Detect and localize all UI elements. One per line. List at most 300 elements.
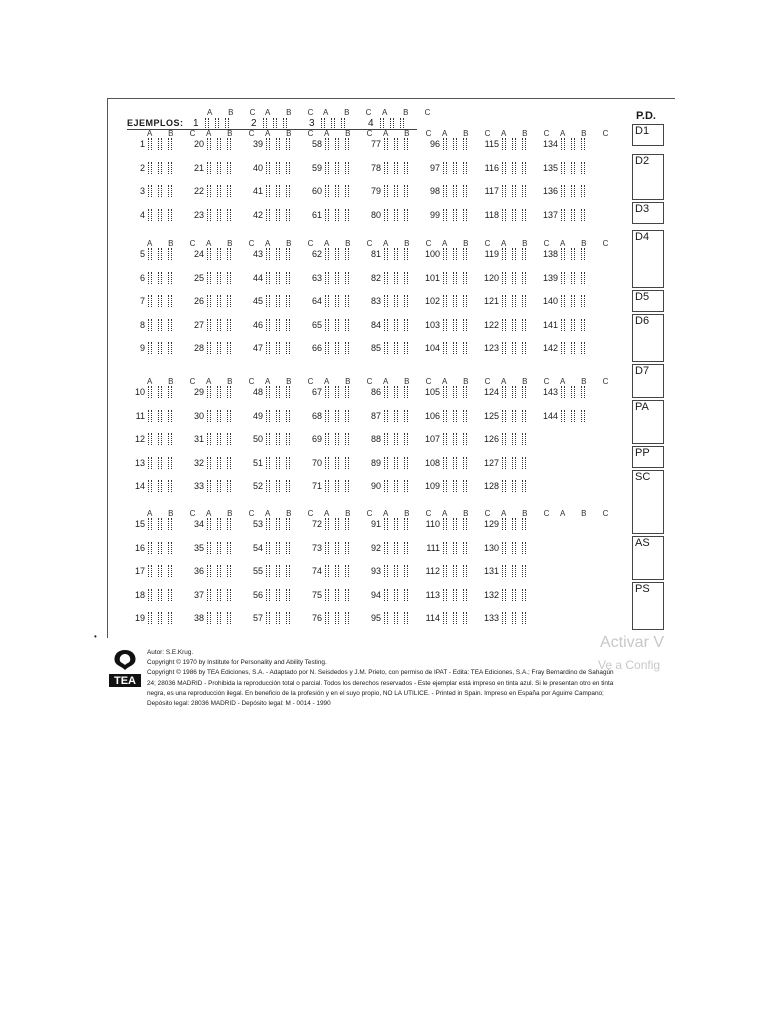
answer-bubble[interactable] bbox=[168, 138, 172, 150]
answer-bubbles[interactable] bbox=[325, 319, 355, 331]
answer-bubble[interactable] bbox=[335, 295, 339, 307]
answer-bubbles[interactable] bbox=[266, 185, 296, 197]
answer-bubble[interactable] bbox=[217, 480, 221, 492]
answer-bubble[interactable] bbox=[158, 295, 162, 307]
answer-bubble[interactable] bbox=[266, 162, 270, 174]
answer-bubbles[interactable] bbox=[502, 386, 532, 398]
answer-bubble[interactable] bbox=[561, 162, 565, 174]
answer-bubbles[interactable] bbox=[443, 410, 473, 422]
answer-bubble[interactable] bbox=[217, 542, 221, 554]
answer-bubble[interactable] bbox=[266, 589, 270, 601]
answer-bubble[interactable] bbox=[335, 612, 339, 624]
answer-bubbles[interactable] bbox=[148, 410, 178, 422]
answer-bubble[interactable] bbox=[522, 342, 526, 354]
answer-bubble[interactable] bbox=[512, 272, 516, 284]
answer-bubbles[interactable] bbox=[266, 457, 296, 469]
answer-bubble[interactable] bbox=[453, 342, 457, 354]
answer-bubble[interactable] bbox=[443, 457, 447, 469]
answer-bubble[interactable] bbox=[217, 185, 221, 197]
answer-bubble[interactable] bbox=[581, 342, 585, 354]
answer-bubble[interactable] bbox=[581, 272, 585, 284]
answer-bubbles[interactable] bbox=[148, 248, 178, 260]
answer-bubble[interactable] bbox=[502, 185, 506, 197]
answer-bubble[interactable] bbox=[404, 248, 408, 260]
answer-bubbles[interactable] bbox=[502, 162, 532, 174]
answer-bubbles[interactable] bbox=[207, 209, 237, 221]
answer-bubble[interactable] bbox=[384, 319, 388, 331]
answer-bubble[interactable] bbox=[453, 612, 457, 624]
answer-bubble[interactable] bbox=[207, 589, 211, 601]
answer-bubble[interactable] bbox=[453, 272, 457, 284]
answer-bubbles[interactable] bbox=[502, 185, 532, 197]
answer-bubble[interactable] bbox=[571, 295, 575, 307]
answer-bubbles[interactable] bbox=[443, 565, 473, 577]
answer-bubble[interactable] bbox=[522, 433, 526, 445]
answer-bubbles[interactable] bbox=[266, 272, 296, 284]
answer-bubble[interactable] bbox=[394, 162, 398, 174]
answer-bubbles[interactable] bbox=[148, 480, 178, 492]
answer-bubble[interactable] bbox=[207, 162, 211, 174]
answer-bubble[interactable] bbox=[286, 272, 290, 284]
answer-bubble[interactable] bbox=[266, 542, 270, 554]
answer-bubbles[interactable] bbox=[502, 433, 532, 445]
answer-bubble[interactable] bbox=[325, 272, 329, 284]
answer-bubbles[interactable] bbox=[207, 138, 237, 150]
answer-bubble[interactable] bbox=[266, 480, 270, 492]
answer-bubble[interactable] bbox=[148, 542, 152, 554]
answer-bubble[interactable] bbox=[522, 565, 526, 577]
answer-bubble[interactable] bbox=[502, 138, 506, 150]
answer-bubbles[interactable] bbox=[443, 138, 473, 150]
answer-bubble[interactable] bbox=[384, 433, 388, 445]
answer-bubbles[interactable] bbox=[325, 248, 355, 260]
answer-bubbles[interactable] bbox=[443, 518, 473, 530]
answer-bubbles[interactable] bbox=[207, 433, 237, 445]
answer-bubble[interactable] bbox=[443, 386, 447, 398]
answer-bubble[interactable] bbox=[207, 342, 211, 354]
answer-bubble[interactable] bbox=[561, 185, 565, 197]
answer-bubbles[interactable] bbox=[443, 272, 473, 284]
answer-bubble[interactable] bbox=[512, 612, 516, 624]
answer-bubble[interactable] bbox=[463, 319, 467, 331]
answer-bubbles[interactable] bbox=[384, 457, 414, 469]
answer-bubble[interactable] bbox=[345, 386, 349, 398]
answer-bubbles[interactable] bbox=[148, 433, 178, 445]
answer-bubble[interactable] bbox=[168, 185, 172, 197]
answer-bubbles[interactable] bbox=[561, 272, 591, 284]
answer-bubble[interactable] bbox=[502, 518, 506, 530]
answer-bubble[interactable] bbox=[148, 386, 152, 398]
answer-bubble[interactable] bbox=[335, 457, 339, 469]
answer-bubble[interactable] bbox=[266, 319, 270, 331]
answer-bubble[interactable] bbox=[207, 386, 211, 398]
answer-bubbles[interactable] bbox=[384, 542, 414, 554]
answer-bubble[interactable] bbox=[276, 542, 280, 554]
answer-bubbles[interactable] bbox=[502, 342, 532, 354]
answer-bubble[interactable] bbox=[335, 162, 339, 174]
answer-bubble[interactable] bbox=[502, 272, 506, 284]
answer-bubble[interactable] bbox=[276, 410, 280, 422]
answer-bubble[interactable] bbox=[522, 185, 526, 197]
answer-bubble[interactable] bbox=[394, 565, 398, 577]
answer-bubbles[interactable] bbox=[207, 542, 237, 554]
answer-bubble[interactable] bbox=[335, 565, 339, 577]
answer-bubble[interactable] bbox=[227, 386, 231, 398]
answer-bubble[interactable] bbox=[443, 518, 447, 530]
answer-bubble[interactable] bbox=[571, 248, 575, 260]
answer-bubble[interactable] bbox=[571, 319, 575, 331]
answer-bubble[interactable] bbox=[227, 209, 231, 221]
answer-bubble[interactable] bbox=[581, 248, 585, 260]
answer-bubble[interactable] bbox=[463, 433, 467, 445]
answer-bubble[interactable] bbox=[335, 589, 339, 601]
answer-bubble[interactable] bbox=[168, 162, 172, 174]
answer-bubble[interactable] bbox=[463, 612, 467, 624]
answer-bubbles[interactable] bbox=[148, 612, 178, 624]
answer-bubble[interactable] bbox=[512, 138, 516, 150]
answer-bubble[interactable] bbox=[158, 433, 162, 445]
answer-bubble[interactable] bbox=[158, 138, 162, 150]
answer-bubbles[interactable] bbox=[502, 518, 532, 530]
answer-bubble[interactable] bbox=[276, 518, 280, 530]
answer-bubbles[interactable] bbox=[207, 185, 237, 197]
answer-bubble[interactable] bbox=[345, 612, 349, 624]
answer-bubble[interactable] bbox=[148, 272, 152, 284]
answer-bubble[interactable] bbox=[394, 295, 398, 307]
answer-bubble[interactable] bbox=[286, 209, 290, 221]
answer-bubble[interactable] bbox=[394, 209, 398, 221]
answer-bubble[interactable] bbox=[502, 342, 506, 354]
answer-bubble[interactable] bbox=[571, 162, 575, 174]
answer-bubble[interactable] bbox=[276, 185, 280, 197]
answer-bubble[interactable] bbox=[266, 185, 270, 197]
answer-bubble[interactable] bbox=[286, 589, 290, 601]
answer-bubble[interactable] bbox=[217, 433, 221, 445]
answer-bubble[interactable] bbox=[227, 138, 231, 150]
answer-bubble[interactable] bbox=[286, 386, 290, 398]
answer-bubble[interactable] bbox=[463, 410, 467, 422]
answer-bubble[interactable] bbox=[345, 518, 349, 530]
answer-bubble[interactable] bbox=[168, 457, 172, 469]
answer-bubbles[interactable] bbox=[207, 612, 237, 624]
answer-bubbles[interactable] bbox=[443, 209, 473, 221]
answer-bubble[interactable] bbox=[512, 518, 516, 530]
answer-bubble[interactable] bbox=[148, 138, 152, 150]
answer-bubble[interactable] bbox=[571, 342, 575, 354]
answer-bubble[interactable] bbox=[463, 518, 467, 530]
answer-bubbles[interactable] bbox=[207, 342, 237, 354]
answer-bubbles[interactable] bbox=[502, 209, 532, 221]
answer-bubbles[interactable] bbox=[325, 542, 355, 554]
answer-bubble[interactable] bbox=[443, 565, 447, 577]
answer-bubble[interactable] bbox=[335, 433, 339, 445]
answer-bubbles[interactable] bbox=[502, 319, 532, 331]
answer-bubble[interactable] bbox=[207, 457, 211, 469]
answer-bubbles[interactable] bbox=[502, 612, 532, 624]
answer-bubble[interactable] bbox=[217, 565, 221, 577]
answer-bubble[interactable] bbox=[394, 185, 398, 197]
answer-bubbles[interactable] bbox=[325, 272, 355, 284]
answer-bubble[interactable] bbox=[325, 248, 329, 260]
answer-bubbles[interactable] bbox=[561, 185, 591, 197]
answer-bubble[interactable] bbox=[325, 542, 329, 554]
answer-bubbles[interactable] bbox=[325, 518, 355, 530]
answer-bubble[interactable] bbox=[276, 319, 280, 331]
answer-bubble[interactable] bbox=[207, 319, 211, 331]
answer-bubble[interactable] bbox=[453, 565, 457, 577]
answer-bubble[interactable] bbox=[384, 342, 388, 354]
answer-bubbles[interactable] bbox=[443, 185, 473, 197]
answer-bubble[interactable] bbox=[384, 162, 388, 174]
answer-bubble[interactable] bbox=[404, 542, 408, 554]
answer-bubbles[interactable] bbox=[561, 248, 591, 260]
answer-bubble[interactable] bbox=[345, 565, 349, 577]
answer-bubble[interactable] bbox=[168, 295, 172, 307]
answer-bubble[interactable] bbox=[522, 410, 526, 422]
answer-bubbles[interactable] bbox=[266, 138, 296, 150]
answer-bubble[interactable] bbox=[325, 295, 329, 307]
answer-bubble[interactable] bbox=[512, 295, 516, 307]
answer-bubbles[interactable] bbox=[266, 518, 296, 530]
answer-bubble[interactable] bbox=[148, 342, 152, 354]
answer-bubble[interactable] bbox=[335, 518, 339, 530]
answer-bubble[interactable] bbox=[217, 209, 221, 221]
answer-bubble[interactable] bbox=[207, 410, 211, 422]
answer-bubble[interactable] bbox=[453, 248, 457, 260]
answer-bubble[interactable] bbox=[148, 457, 152, 469]
answer-bubble[interactable] bbox=[207, 295, 211, 307]
answer-bubbles[interactable] bbox=[384, 589, 414, 601]
answer-bubbles[interactable] bbox=[325, 342, 355, 354]
answer-bubble[interactable] bbox=[227, 480, 231, 492]
answer-bubbles[interactable] bbox=[148, 295, 178, 307]
answer-bubble[interactable] bbox=[335, 542, 339, 554]
answer-bubble[interactable] bbox=[443, 589, 447, 601]
answer-bubble[interactable] bbox=[384, 518, 388, 530]
answer-bubble[interactable] bbox=[404, 589, 408, 601]
answer-bubble[interactable] bbox=[463, 386, 467, 398]
answer-bubble[interactable] bbox=[345, 209, 349, 221]
answer-bubble[interactable] bbox=[276, 138, 280, 150]
answer-bubble[interactable] bbox=[227, 272, 231, 284]
answer-bubble[interactable] bbox=[168, 342, 172, 354]
answer-bubbles[interactable] bbox=[561, 162, 591, 174]
answer-bubble[interactable] bbox=[345, 295, 349, 307]
answer-bubbles[interactable] bbox=[443, 319, 473, 331]
answer-bubbles[interactable] bbox=[266, 480, 296, 492]
answer-bubble[interactable] bbox=[571, 209, 575, 221]
answer-bubble[interactable] bbox=[443, 272, 447, 284]
answer-bubble[interactable] bbox=[276, 272, 280, 284]
answer-bubbles[interactable] bbox=[266, 162, 296, 174]
answer-bubble[interactable] bbox=[571, 386, 575, 398]
answer-bubble[interactable] bbox=[276, 612, 280, 624]
answer-bubble[interactable] bbox=[148, 162, 152, 174]
answer-bubble[interactable] bbox=[384, 612, 388, 624]
answer-bubble[interactable] bbox=[168, 565, 172, 577]
answer-bubble[interactable] bbox=[168, 386, 172, 398]
answer-bubble[interactable] bbox=[266, 209, 270, 221]
answer-bubble[interactable] bbox=[522, 589, 526, 601]
answer-bubble[interactable] bbox=[394, 410, 398, 422]
answer-bubbles[interactable] bbox=[266, 295, 296, 307]
answer-bubbles[interactable] bbox=[561, 410, 591, 422]
answer-bubble[interactable] bbox=[512, 185, 516, 197]
answer-bubble[interactable] bbox=[404, 612, 408, 624]
answer-bubble[interactable] bbox=[502, 457, 506, 469]
answer-bubbles[interactable] bbox=[502, 589, 532, 601]
answer-bubble[interactable] bbox=[158, 410, 162, 422]
answer-bubble[interactable] bbox=[227, 342, 231, 354]
answer-bubble[interactable] bbox=[394, 480, 398, 492]
answer-bubble[interactable] bbox=[453, 319, 457, 331]
answer-bubble[interactable] bbox=[266, 612, 270, 624]
answer-bubble[interactable] bbox=[286, 138, 290, 150]
answer-bubbles[interactable] bbox=[148, 138, 178, 150]
answer-bubbles[interactable] bbox=[384, 209, 414, 221]
answer-bubble[interactable] bbox=[325, 480, 329, 492]
answer-bubbles[interactable] bbox=[384, 272, 414, 284]
answer-bubble[interactable] bbox=[158, 272, 162, 284]
answer-bubble[interactable] bbox=[404, 185, 408, 197]
answer-bubbles[interactable] bbox=[561, 319, 591, 331]
answer-bubble[interactable] bbox=[443, 542, 447, 554]
answer-bubble[interactable] bbox=[207, 138, 211, 150]
answer-bubbles[interactable] bbox=[207, 565, 237, 577]
answer-bubbles[interactable] bbox=[502, 542, 532, 554]
answer-bubbles[interactable] bbox=[443, 457, 473, 469]
answer-bubble[interactable] bbox=[276, 342, 280, 354]
answer-bubbles[interactable] bbox=[207, 410, 237, 422]
answer-bubble[interactable] bbox=[168, 589, 172, 601]
answer-bubbles[interactable] bbox=[266, 342, 296, 354]
answer-bubble[interactable] bbox=[502, 209, 506, 221]
answer-bubbles[interactable] bbox=[207, 457, 237, 469]
answer-bubbles[interactable] bbox=[384, 295, 414, 307]
answer-bubble[interactable] bbox=[227, 457, 231, 469]
answer-bubble[interactable] bbox=[443, 248, 447, 260]
answer-bubble[interactable] bbox=[581, 209, 585, 221]
answer-bubble[interactable] bbox=[443, 433, 447, 445]
answer-bubble[interactable] bbox=[512, 433, 516, 445]
answer-bubble[interactable] bbox=[453, 433, 457, 445]
answer-bubble[interactable] bbox=[286, 542, 290, 554]
answer-bubble[interactable] bbox=[443, 342, 447, 354]
answer-bubble[interactable] bbox=[335, 410, 339, 422]
answer-bubbles[interactable] bbox=[148, 542, 178, 554]
answer-bubble[interactable] bbox=[453, 410, 457, 422]
answer-bubble[interactable] bbox=[512, 542, 516, 554]
answer-bubble[interactable] bbox=[276, 386, 280, 398]
answer-bubble[interactable] bbox=[325, 612, 329, 624]
answer-bubbles[interactable] bbox=[266, 410, 296, 422]
answer-bubble[interactable] bbox=[512, 480, 516, 492]
answer-bubble[interactable] bbox=[463, 185, 467, 197]
answer-bubble[interactable] bbox=[217, 589, 221, 601]
answer-bubbles[interactable] bbox=[325, 457, 355, 469]
answer-bubble[interactable] bbox=[266, 248, 270, 260]
answer-bubbles[interactable] bbox=[266, 209, 296, 221]
answer-bubble[interactable] bbox=[463, 342, 467, 354]
answer-bubbles[interactable] bbox=[561, 209, 591, 221]
answer-bubble[interactable] bbox=[286, 295, 290, 307]
answer-bubble[interactable] bbox=[453, 589, 457, 601]
answer-bubble[interactable] bbox=[502, 612, 506, 624]
answer-bubble[interactable] bbox=[335, 272, 339, 284]
answer-bubble[interactable] bbox=[207, 518, 211, 530]
answer-bubble[interactable] bbox=[502, 319, 506, 331]
answer-bubbles[interactable] bbox=[443, 433, 473, 445]
answer-bubble[interactable] bbox=[581, 185, 585, 197]
answer-bubble[interactable] bbox=[404, 433, 408, 445]
answer-bubble[interactable] bbox=[286, 565, 290, 577]
answer-bubble[interactable] bbox=[384, 542, 388, 554]
answer-bubble[interactable] bbox=[453, 386, 457, 398]
answer-bubble[interactable] bbox=[581, 319, 585, 331]
answer-bubble[interactable] bbox=[227, 542, 231, 554]
answer-bubble[interactable] bbox=[463, 248, 467, 260]
answer-bubble[interactable] bbox=[384, 185, 388, 197]
answer-bubble[interactable] bbox=[286, 248, 290, 260]
answer-bubble[interactable] bbox=[286, 162, 290, 174]
answer-bubble[interactable] bbox=[217, 612, 221, 624]
answer-bubbles[interactable] bbox=[266, 589, 296, 601]
answer-bubble[interactable] bbox=[443, 162, 447, 174]
answer-bubble[interactable] bbox=[158, 480, 162, 492]
answer-bubble[interactable] bbox=[571, 185, 575, 197]
answer-bubble[interactable] bbox=[227, 319, 231, 331]
answer-bubble[interactable] bbox=[463, 295, 467, 307]
answer-bubble[interactable] bbox=[158, 386, 162, 398]
answer-bubble[interactable] bbox=[522, 162, 526, 174]
answer-bubble[interactable] bbox=[207, 433, 211, 445]
answer-bubble[interactable] bbox=[148, 612, 152, 624]
answer-bubble[interactable] bbox=[384, 138, 388, 150]
answer-bubble[interactable] bbox=[463, 565, 467, 577]
answer-bubble[interactable] bbox=[158, 248, 162, 260]
answer-bubbles[interactable] bbox=[207, 248, 237, 260]
answer-bubble[interactable] bbox=[168, 319, 172, 331]
answer-bubble[interactable] bbox=[266, 457, 270, 469]
answer-bubble[interactable] bbox=[168, 518, 172, 530]
answer-bubble[interactable] bbox=[276, 162, 280, 174]
answer-bubble[interactable] bbox=[148, 518, 152, 530]
answer-bubble[interactable] bbox=[345, 319, 349, 331]
answer-bubble[interactable] bbox=[345, 457, 349, 469]
answer-bubble[interactable] bbox=[581, 138, 585, 150]
answer-bubbles[interactable] bbox=[207, 518, 237, 530]
answer-bubbles[interactable] bbox=[266, 565, 296, 577]
answer-bubble[interactable] bbox=[394, 433, 398, 445]
answer-bubble[interactable] bbox=[394, 138, 398, 150]
answer-bubble[interactable] bbox=[404, 138, 408, 150]
answer-bubble[interactable] bbox=[453, 138, 457, 150]
answer-bubbles[interactable] bbox=[384, 410, 414, 422]
answer-bubble[interactable] bbox=[512, 319, 516, 331]
answer-bubbles[interactable] bbox=[443, 162, 473, 174]
answer-bubble[interactable] bbox=[502, 480, 506, 492]
answer-bubble[interactable] bbox=[325, 518, 329, 530]
answer-bubble[interactable] bbox=[404, 162, 408, 174]
answer-bubble[interactable] bbox=[404, 272, 408, 284]
answer-bubble[interactable] bbox=[227, 248, 231, 260]
answer-bubble[interactable] bbox=[502, 162, 506, 174]
answer-bubble[interactable] bbox=[227, 612, 231, 624]
answer-bubbles[interactable] bbox=[384, 612, 414, 624]
answer-bubble[interactable] bbox=[168, 612, 172, 624]
answer-bubbles[interactable] bbox=[148, 209, 178, 221]
answer-bubbles[interactable] bbox=[148, 565, 178, 577]
